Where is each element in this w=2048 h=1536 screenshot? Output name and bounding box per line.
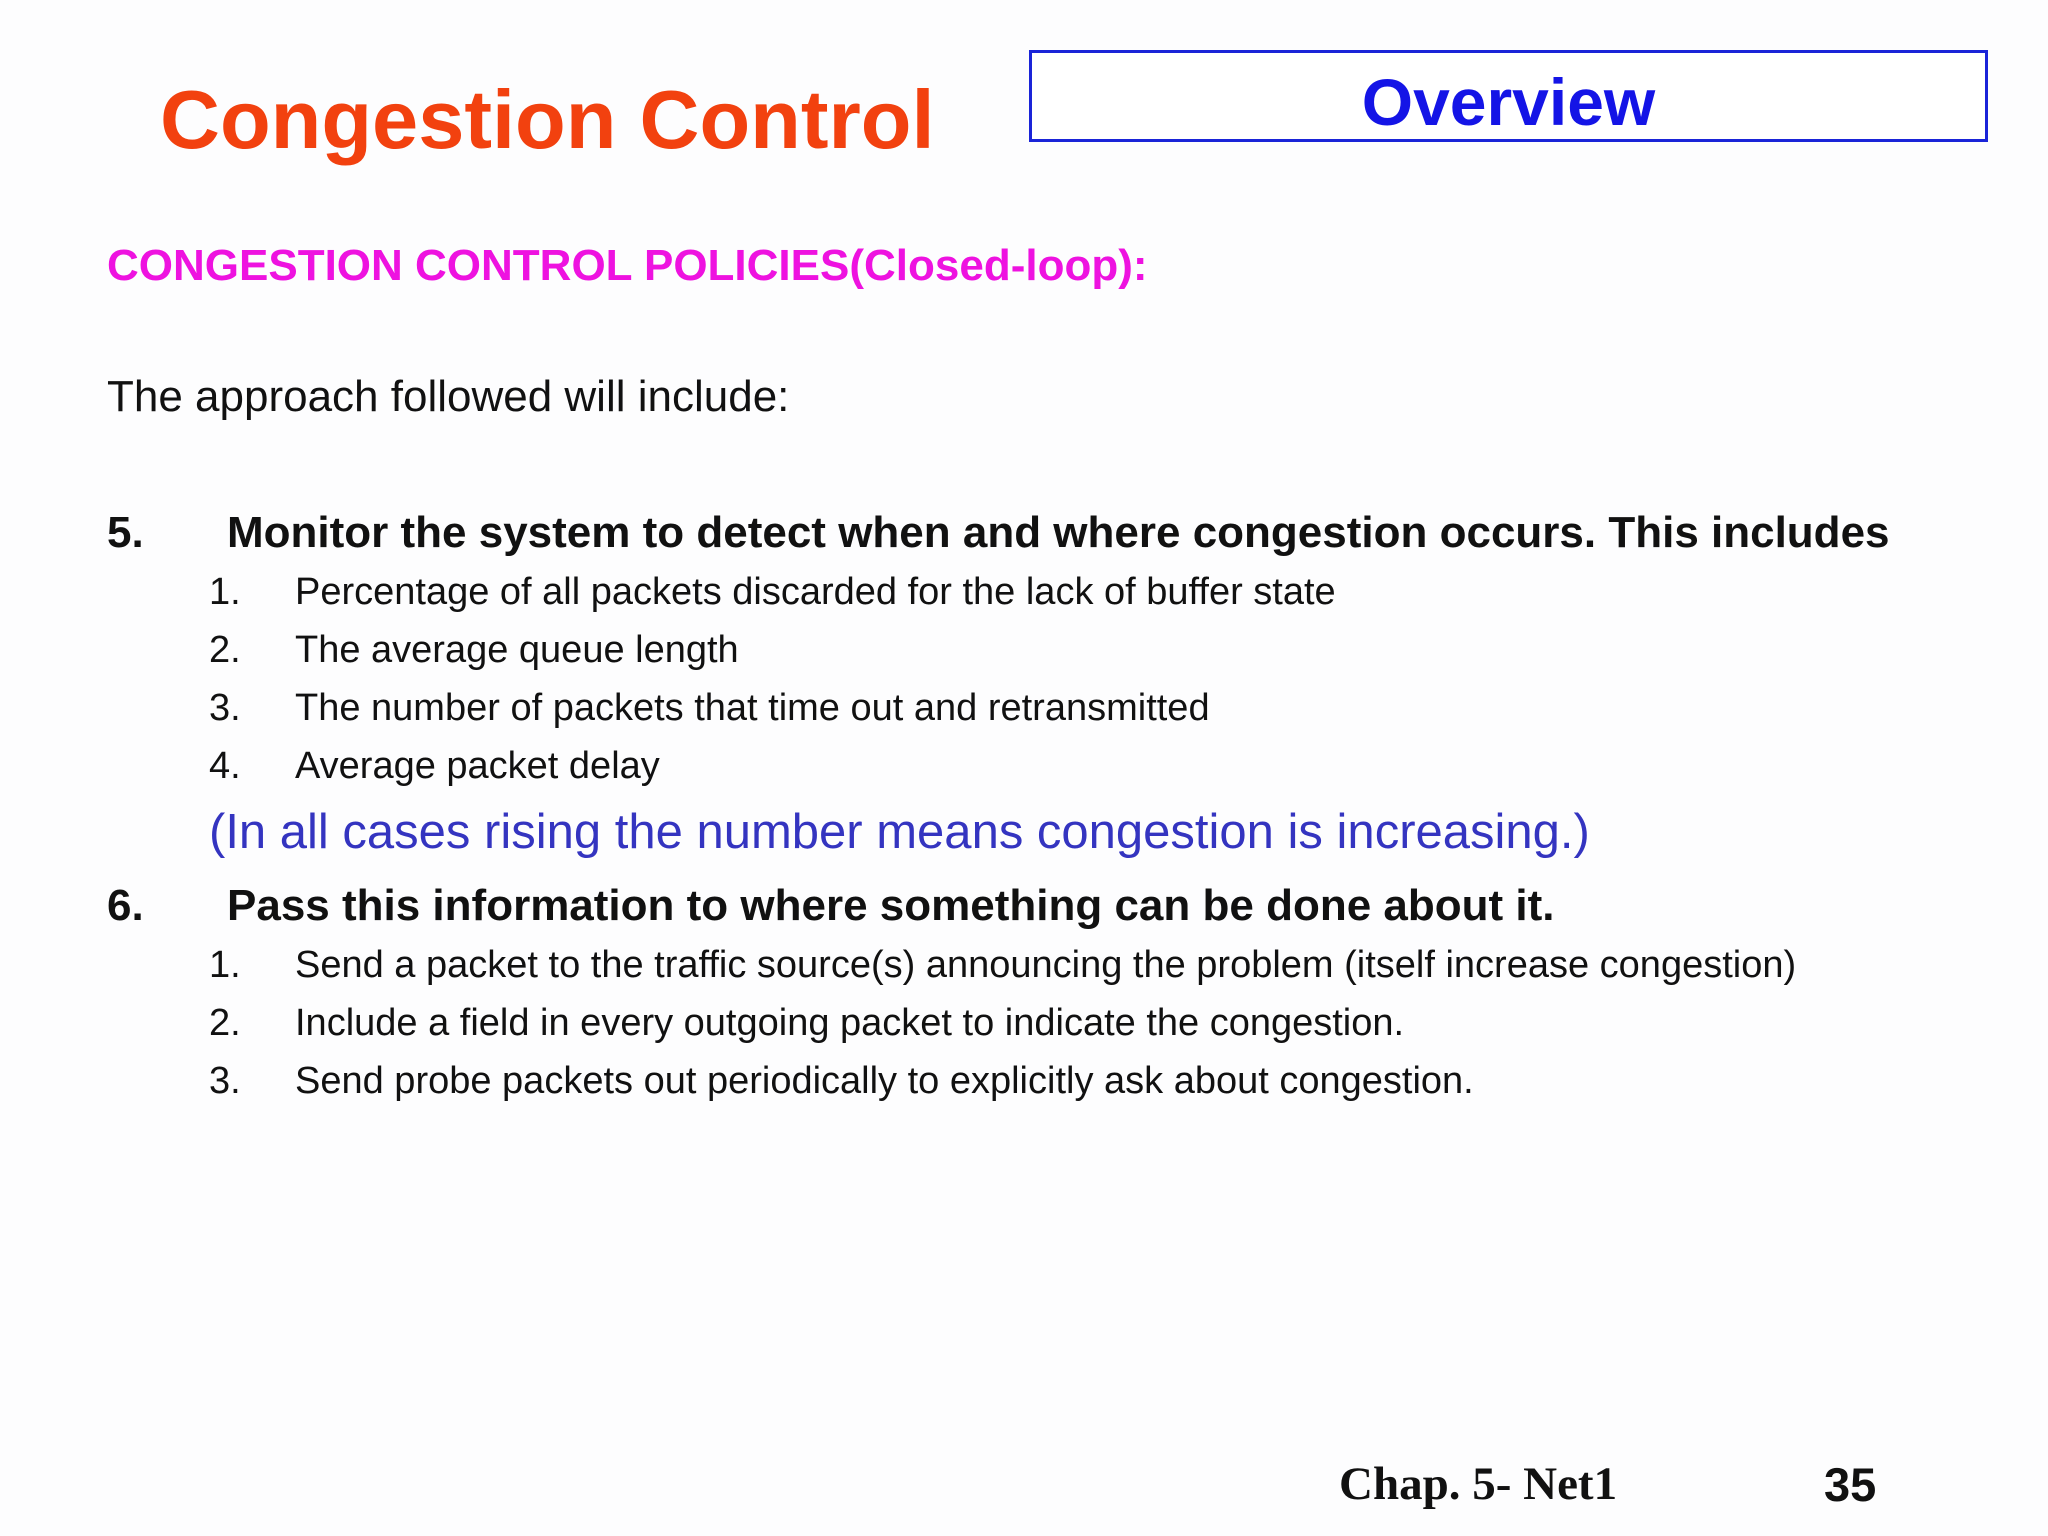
- sublist-item-number: 3.: [209, 687, 241, 729]
- overview-badge-label: Overview: [1361, 65, 1656, 139]
- section-subheading: CONGESTION CONTROL POLICIES(Closed-loop):: [107, 241, 1148, 290]
- footer-chapter: Chap. 5- Net1: [1339, 1458, 1618, 1510]
- list-item-number: 6.: [107, 881, 144, 930]
- slide-title: Congestion Control: [160, 73, 935, 166]
- sublist-item-text: Percentage of all packets discarded for the lack of buffer state: [295, 571, 1336, 613]
- sublist-item-text: Send probe packets out periodically to explicitly ask about congestion.: [295, 1060, 1474, 1102]
- overview-badge: [1029, 50, 1988, 142]
- sublist-item-number: 3.: [209, 1060, 241, 1102]
- list-item-text: Pass this information to where something can be done about it.: [227, 881, 1555, 930]
- sublist-item-text: Send a packet to the traffic source(s) announcing the problem (itself increase congestion): [295, 944, 1797, 986]
- list-item-number: 5.: [107, 508, 144, 557]
- sublist-item-text: The average queue length: [295, 629, 739, 671]
- sublist-item-text: The number of packets that time out and retransmitted: [295, 687, 1210, 729]
- sublist-item-number: 2.: [209, 629, 241, 671]
- sublist-item-number: 4.: [209, 745, 241, 787]
- list-item-text: Monitor the system to detect when and where congestion occurs. This includes: [227, 508, 1890, 557]
- sublist-item-number: 1.: [209, 944, 241, 986]
- sublist-item-text: Average packet delay: [295, 745, 660, 787]
- page-number: 35: [1824, 1458, 1877, 1511]
- sublist-item-number: 2.: [209, 1002, 241, 1044]
- sublist-item-text: Include a field in every outgoing packet to indicate the congestion.: [295, 1002, 1405, 1044]
- congestion-note: (In all cases rising the number means congestion is increasing.): [209, 805, 1590, 859]
- sublist-item-number: 1.: [209, 571, 241, 613]
- intro-text: The approach followed will include:: [107, 372, 790, 421]
